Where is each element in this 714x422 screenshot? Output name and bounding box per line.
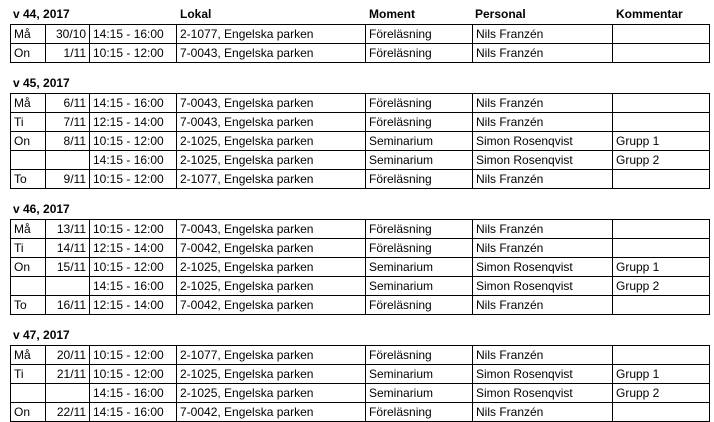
- week-label: v 46, 2017: [13, 202, 70, 216]
- week-table: [10, 93, 710, 189]
- cell-room: 7-0042, Engelska parken: [177, 296, 366, 315]
- cell-room: 2-1025, Engelska parken: [177, 365, 366, 384]
- cell-room: 7-0043, Engelska parken: [177, 113, 366, 132]
- cell-moment: Föreläsning: [366, 44, 473, 63]
- cell-moment: Seminarium: [366, 384, 473, 403]
- cell-room: 2-1025, Engelska parken: [177, 132, 366, 151]
- column-header-moment: Moment: [369, 7, 415, 21]
- cell-day: [11, 384, 46, 403]
- cell-person: Simon Rosenqvist: [473, 151, 613, 170]
- cell-comment: [613, 94, 710, 113]
- cell-date: 30/10: [46, 25, 90, 44]
- cell-comment: Grupp 2: [613, 277, 710, 296]
- table-row: [11, 220, 710, 239]
- cell-person: Nils Franzén: [473, 346, 613, 365]
- cell-person: Nils Franzén: [473, 239, 613, 258]
- cell-moment: Föreläsning: [366, 113, 473, 132]
- cell-comment: [613, 25, 710, 44]
- cell-day: Må: [11, 94, 46, 113]
- cell-person: Simon Rosenqvist: [473, 132, 613, 151]
- table-row: [11, 296, 710, 315]
- week-label: v 44, 2017: [13, 7, 70, 21]
- cell-time: 12:15 - 14:00: [90, 296, 177, 315]
- table-row: [11, 132, 710, 151]
- cell-date: 15/11: [46, 258, 90, 277]
- cell-room: 7-0043, Engelska parken: [177, 94, 366, 113]
- cell-time: 14:15 - 16:00: [90, 277, 177, 296]
- cell-room: 7-0042, Engelska parken: [177, 403, 366, 422]
- cell-person: Simon Rosenqvist: [473, 384, 613, 403]
- cell-person: Simon Rosenqvist: [473, 258, 613, 277]
- column-header-personal: Personal: [475, 7, 526, 21]
- cell-day: Ti: [11, 239, 46, 258]
- table-row: [11, 258, 710, 277]
- cell-room: 7-0043, Engelska parken: [177, 220, 366, 239]
- cell-time: 14:15 - 16:00: [90, 94, 177, 113]
- table-row: [11, 277, 710, 296]
- cell-comment: [613, 346, 710, 365]
- cell-room: 2-1025, Engelska parken: [177, 384, 366, 403]
- cell-comment: Grupp 2: [613, 384, 710, 403]
- cell-comment: Grupp 1: [613, 365, 710, 384]
- cell-day: On: [11, 258, 46, 277]
- cell-time: 14:15 - 16:00: [90, 151, 177, 170]
- week-gap: [0, 63, 714, 74]
- week-heading: [0, 5, 714, 24]
- cell-date: 16/11: [46, 296, 90, 315]
- cell-time: 14:15 - 16:00: [90, 384, 177, 403]
- cell-day: Ti: [11, 113, 46, 132]
- column-header-lokal: Lokal: [180, 7, 212, 21]
- cell-room: 2-1025, Engelska parken: [177, 151, 366, 170]
- cell-date: [46, 277, 90, 296]
- cell-date: 13/11: [46, 220, 90, 239]
- cell-time: 14:15 - 16:00: [90, 403, 177, 422]
- cell-day: Ti: [11, 365, 46, 384]
- cell-moment: Föreläsning: [366, 403, 473, 422]
- cell-room: 7-0042, Engelska parken: [177, 239, 366, 258]
- cell-person: Nils Franzén: [473, 170, 613, 189]
- cell-comment: Grupp 1: [613, 132, 710, 151]
- cell-person: Nils Franzén: [473, 44, 613, 63]
- cell-comment: [613, 239, 710, 258]
- cell-time: 10:15 - 12:00: [90, 365, 177, 384]
- table-row: [11, 94, 710, 113]
- cell-comment: [613, 296, 710, 315]
- cell-time: 10:15 - 12:00: [90, 170, 177, 189]
- cell-moment: Föreläsning: [366, 170, 473, 189]
- cell-day: On: [11, 44, 46, 63]
- cell-time: 10:15 - 12:00: [90, 132, 177, 151]
- cell-person: Nils Franzén: [473, 403, 613, 422]
- cell-date: 1/11: [46, 44, 90, 63]
- cell-date: 20/11: [46, 346, 90, 365]
- table-row: [11, 151, 710, 170]
- cell-person: Nils Franzén: [473, 94, 613, 113]
- cell-date: [46, 151, 90, 170]
- cell-date: 14/11: [46, 239, 90, 258]
- cell-moment: Föreläsning: [366, 94, 473, 113]
- cell-person: Simon Rosenqvist: [473, 277, 613, 296]
- cell-moment: Föreläsning: [366, 296, 473, 315]
- cell-day: [11, 277, 46, 296]
- cell-day: Må: [11, 346, 46, 365]
- week-table: [10, 219, 710, 315]
- cell-day: [11, 151, 46, 170]
- cell-date: 21/11: [46, 365, 90, 384]
- cell-moment: Föreläsning: [366, 239, 473, 258]
- week-heading: [0, 74, 714, 93]
- table-row: [11, 170, 710, 189]
- cell-moment: Seminarium: [366, 132, 473, 151]
- cell-time: 10:15 - 12:00: [90, 220, 177, 239]
- cell-date: 9/11: [46, 170, 90, 189]
- cell-comment: Grupp 2: [613, 151, 710, 170]
- cell-comment: [613, 170, 710, 189]
- cell-comment: Grupp 1: [613, 258, 710, 277]
- cell-room: 2-1025, Engelska parken: [177, 258, 366, 277]
- cell-comment: [613, 113, 710, 132]
- cell-moment: Seminarium: [366, 258, 473, 277]
- table-row: [11, 239, 710, 258]
- table-row: [11, 113, 710, 132]
- cell-day: Må: [11, 220, 46, 239]
- cell-time: 10:15 - 12:00: [90, 44, 177, 63]
- cell-moment: Föreläsning: [366, 346, 473, 365]
- cell-person: Simon Rosenqvist: [473, 365, 613, 384]
- cell-room: 2-1077, Engelska parken: [177, 346, 366, 365]
- cell-room: 7-0043, Engelska parken: [177, 44, 366, 63]
- cell-day: To: [11, 296, 46, 315]
- cell-date: 22/11: [46, 403, 90, 422]
- cell-moment: Seminarium: [366, 365, 473, 384]
- table-row: [11, 365, 710, 384]
- cell-comment: [613, 44, 710, 63]
- cell-person: Nils Franzén: [473, 25, 613, 44]
- cell-moment: Föreläsning: [366, 220, 473, 239]
- table-row: [11, 346, 710, 365]
- table-row: [11, 44, 710, 63]
- cell-date: 7/11: [46, 113, 90, 132]
- week-table: [10, 345, 710, 422]
- table-row: [11, 384, 710, 403]
- week-label: v 45, 2017: [13, 76, 70, 90]
- cell-day: Må: [11, 25, 46, 44]
- cell-time: 10:15 - 12:00: [90, 346, 177, 365]
- cell-date: [46, 384, 90, 403]
- cell-room: 2-1025, Engelska parken: [177, 277, 366, 296]
- cell-date: 6/11: [46, 94, 90, 113]
- column-header-kommentar: Kommentar: [616, 7, 683, 21]
- cell-moment: Seminarium: [366, 277, 473, 296]
- cell-room: 2-1077, Engelska parken: [177, 25, 366, 44]
- cell-time: 10:15 - 12:00: [90, 258, 177, 277]
- week-gap: [0, 315, 714, 326]
- cell-person: Nils Franzén: [473, 220, 613, 239]
- cell-person: Nils Franzén: [473, 296, 613, 315]
- table-row: [11, 25, 710, 44]
- cell-person: Nils Franzén: [473, 113, 613, 132]
- week-table: [10, 24, 710, 63]
- cell-date: 8/11: [46, 132, 90, 151]
- week-gap: [0, 189, 714, 200]
- cell-day: To: [11, 170, 46, 189]
- cell-time: 12:15 - 14:00: [90, 239, 177, 258]
- week-heading: [0, 326, 714, 345]
- cell-time: 14:15 - 16:00: [90, 25, 177, 44]
- cell-room: 2-1077, Engelska parken: [177, 170, 366, 189]
- cell-day: On: [11, 403, 46, 422]
- cell-time: 12:15 - 14:00: [90, 113, 177, 132]
- cell-day: On: [11, 132, 46, 151]
- week-label: v 47, 2017: [13, 328, 70, 342]
- cell-moment: Föreläsning: [366, 25, 473, 44]
- week-heading: [0, 200, 714, 219]
- cell-comment: [613, 220, 710, 239]
- cell-moment: Seminarium: [366, 151, 473, 170]
